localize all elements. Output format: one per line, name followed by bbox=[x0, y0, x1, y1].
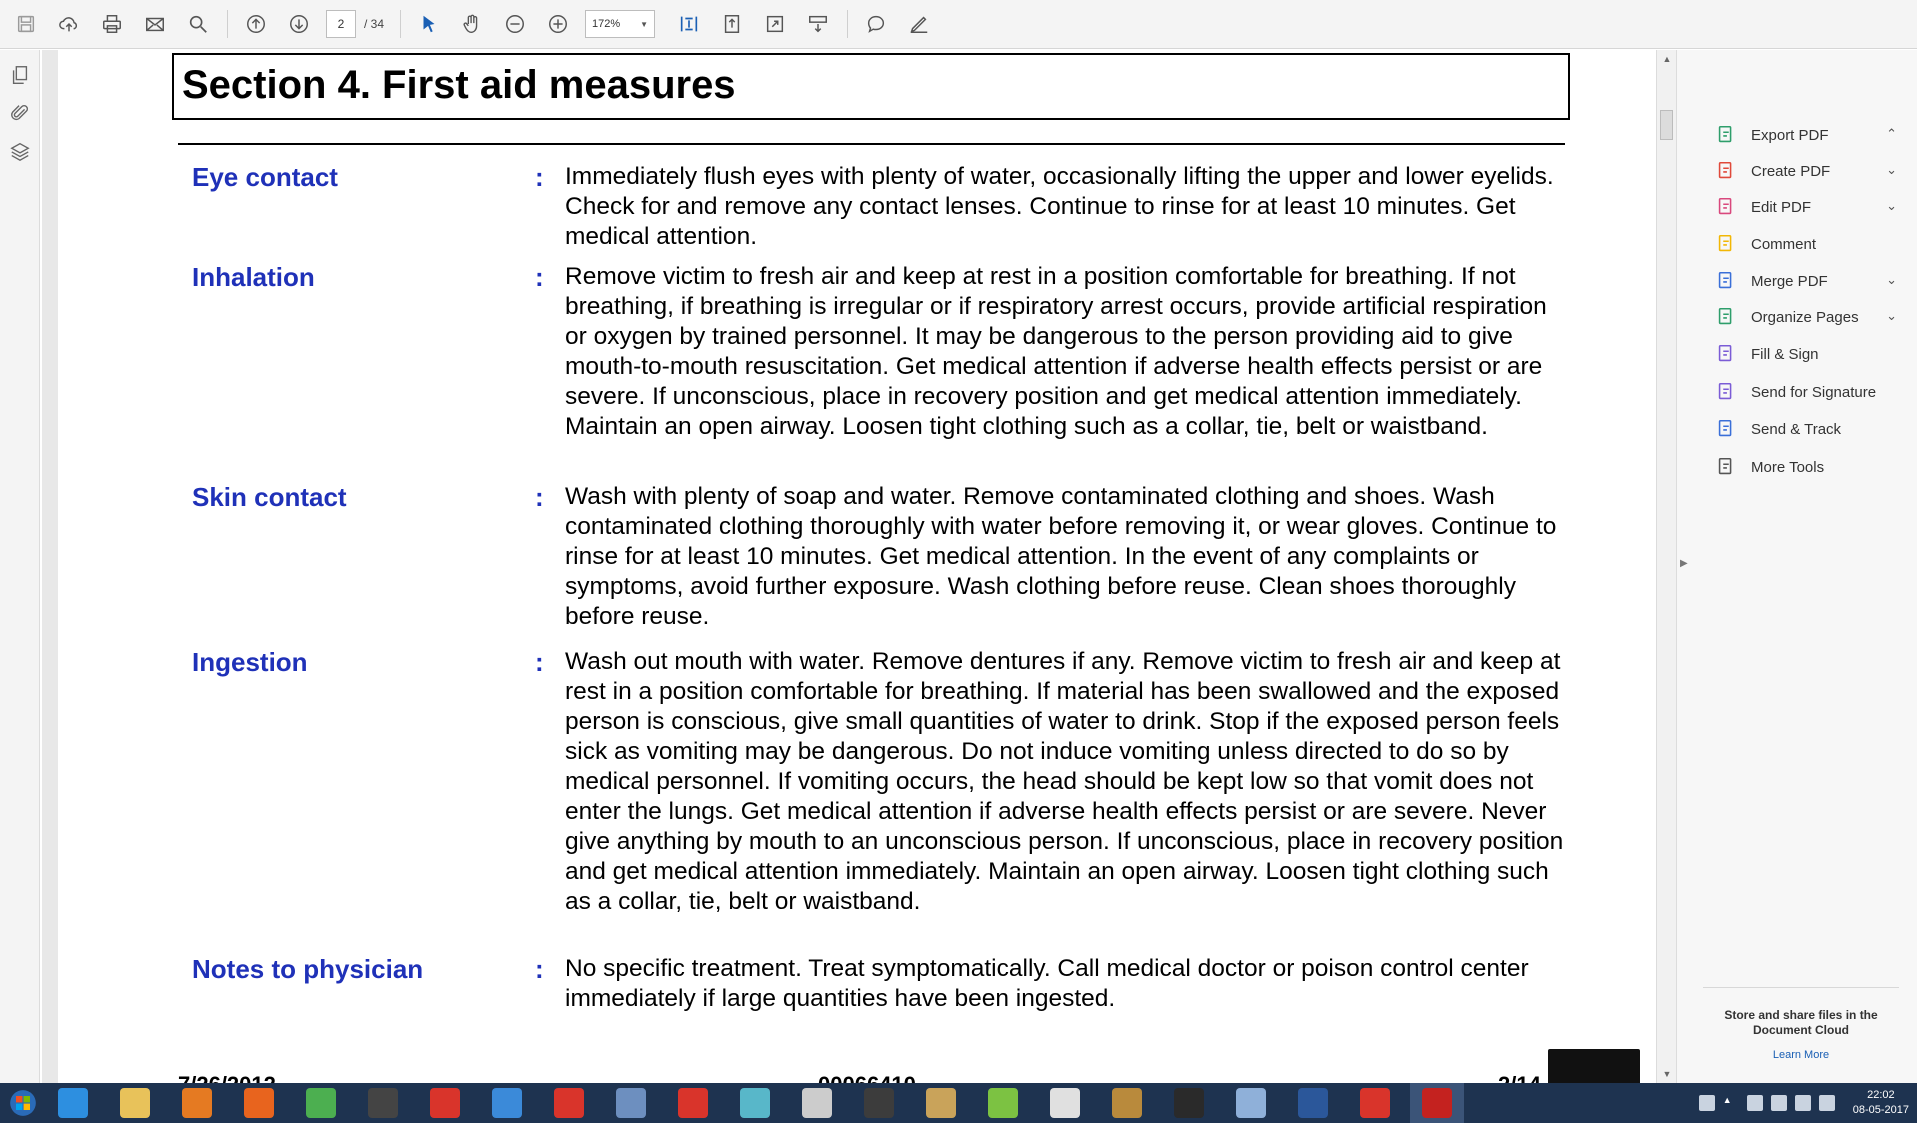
app-icon-13[interactable] bbox=[1100, 1083, 1154, 1123]
app-glyph bbox=[244, 1088, 274, 1118]
clock-time: 22:02 bbox=[1867, 1089, 1895, 1101]
app-icon-7[interactable] bbox=[728, 1083, 782, 1123]
network-icon[interactable] bbox=[1771, 1095, 1787, 1111]
tool-export-pdf[interactable] bbox=[1713, 120, 1903, 150]
tool-label: Edit PDF bbox=[1751, 198, 1812, 216]
tool-label: Export PDF bbox=[1751, 126, 1829, 144]
entry-text: Remove victim to fresh air and keep at rest in a position comfortable for breathing. If not breathing, if breathing is irregular or if respiratory arrest occurs, provide artificial respiration or oxygen by trained personnel. It may be dangerous to the person providing aid to give mouth-to-mouth resuscitation. Get medical attention if adverse health effects persist or are severe. If unconscious, place in recovery position and get medical attention immediately. Maintain an open airway. Loosen tight clothing such as a collar, tie, belt or waistband. bbox=[565, 263, 1547, 440]
chevron-down-icon[interactable]: ⌄ bbox=[1886, 162, 1897, 177]
fullscreen-icon[interactable] bbox=[759, 8, 791, 40]
tool-label: Merge PDF bbox=[1751, 272, 1828, 290]
tool-edit-pdf[interactable] bbox=[1713, 192, 1903, 222]
tool-label: More Tools bbox=[1751, 458, 1825, 476]
app-glyph bbox=[1050, 1088, 1080, 1118]
entry-colon: : bbox=[535, 262, 544, 292]
app-icon-11[interactable] bbox=[976, 1083, 1030, 1123]
tool-more-tools[interactable] bbox=[1713, 452, 1903, 482]
read-mode-icon[interactable] bbox=[802, 8, 834, 40]
zoom-select[interactable] bbox=[585, 10, 655, 38]
toolbar-separator bbox=[400, 10, 401, 38]
section-header-box bbox=[172, 53, 1570, 120]
app-glyph bbox=[554, 1088, 584, 1118]
app-icon-16[interactable] bbox=[1348, 1083, 1402, 1123]
print-icon[interactable] bbox=[96, 8, 128, 40]
app-glyph bbox=[120, 1088, 150, 1118]
tool-label: Organize Pages bbox=[1751, 308, 1859, 326]
app-icon-9[interactable] bbox=[852, 1083, 906, 1123]
firefox-icon[interactable] bbox=[232, 1083, 286, 1123]
app-icon-3[interactable] bbox=[480, 1083, 534, 1123]
tool-label: Create PDF bbox=[1751, 162, 1831, 180]
file-explorer-icon[interactable] bbox=[108, 1083, 162, 1123]
scrollbar-thumb[interactable] bbox=[1660, 110, 1673, 140]
app-glyph bbox=[1112, 1088, 1142, 1118]
tool-comment[interactable] bbox=[1713, 229, 1903, 259]
app-icon-14[interactable] bbox=[1162, 1083, 1216, 1123]
app-glyph bbox=[1236, 1088, 1266, 1118]
app-glyph bbox=[1422, 1088, 1452, 1118]
upload-icon[interactable] bbox=[53, 8, 85, 40]
tool-send-for-signature[interactable] bbox=[1713, 377, 1903, 407]
document-cloud-text: Store and share files in the Document Cloud bbox=[1724, 1008, 1878, 1037]
scroll-up-icon[interactable]: ▲ bbox=[1662, 54, 1672, 64]
app-glyph bbox=[802, 1088, 832, 1118]
app-glyph bbox=[182, 1088, 212, 1118]
entry-label: Skin contact bbox=[192, 482, 347, 512]
fill-sign-icon bbox=[1713, 341, 1739, 367]
ie-icon[interactable] bbox=[46, 1083, 100, 1123]
app-glyph bbox=[58, 1088, 88, 1118]
tools-pane bbox=[1676, 50, 1917, 1083]
app-glyph bbox=[926, 1088, 956, 1118]
app-glyph bbox=[492, 1088, 522, 1118]
select-arrow-icon[interactable] bbox=[413, 8, 445, 40]
volume-icon[interactable] bbox=[1819, 1095, 1835, 1111]
hand-icon[interactable] bbox=[456, 8, 488, 40]
word-icon[interactable] bbox=[1286, 1083, 1340, 1123]
pages-icon[interactable] bbox=[0, 56, 40, 94]
entry-colon: : bbox=[535, 954, 544, 984]
show-hidden-icon[interactable]: ▲ bbox=[1722, 1095, 1732, 1105]
attachment-icon[interactable] bbox=[0, 94, 40, 132]
chevron-down-icon: ▼ bbox=[640, 19, 649, 29]
clock[interactable] bbox=[1853, 1088, 1909, 1118]
clock-date: 08-05-2017 bbox=[1852, 1104, 1909, 1116]
windows-taskbar bbox=[0, 1083, 1917, 1123]
app-glyph bbox=[988, 1088, 1018, 1118]
send-track-icon bbox=[1713, 416, 1739, 442]
organize-pages-icon bbox=[1713, 304, 1739, 330]
chevron-down-icon[interactable]: ⌄ bbox=[1886, 308, 1897, 323]
chevron-down-icon[interactable]: ⌄ bbox=[1886, 272, 1897, 287]
tool-label: Comment bbox=[1751, 235, 1817, 253]
document-viewport[interactable] bbox=[42, 50, 1656, 1083]
entry-text: Immediately flush eyes with plenty of water, occasionally lifting the upper and lower eyelids. Check for and remove any contact lenses. Continue to rinse for at least 10 minutes. Get medical attention. bbox=[565, 163, 1554, 250]
save-icon[interactable] bbox=[10, 8, 42, 40]
page-total-label: / 34 bbox=[364, 17, 385, 31]
main-toolbar bbox=[0, 0, 1917, 49]
app-icon-5[interactable] bbox=[604, 1083, 658, 1123]
create-pdf-icon bbox=[1713, 158, 1739, 184]
export-pdf-icon bbox=[1713, 122, 1739, 148]
scroll-down-icon[interactable]: ▼ bbox=[1662, 1069, 1672, 1079]
entry-text: No specific treatment. Treat symptomatically. Call medical doctor or poison control center immediately if large quantities have been ingested. bbox=[565, 955, 1529, 1012]
entry-colon: : bbox=[535, 162, 544, 192]
acrobat-icon[interactable] bbox=[1410, 1083, 1464, 1123]
tool-create-pdf[interactable] bbox=[1713, 156, 1903, 186]
vertical-scrollbar[interactable] bbox=[1656, 50, 1676, 1083]
highlight-pen-icon[interactable] bbox=[903, 8, 935, 40]
comment-icon bbox=[1713, 231, 1739, 257]
fit-page-icon[interactable] bbox=[673, 8, 705, 40]
app-icon-12[interactable] bbox=[1038, 1083, 1092, 1123]
app-glyph bbox=[740, 1088, 770, 1118]
entry-colon: : bbox=[535, 482, 544, 512]
app-icon-15[interactable] bbox=[1224, 1083, 1278, 1123]
app-glyph bbox=[368, 1088, 398, 1118]
tool-label: Send & Track bbox=[1751, 420, 1842, 438]
merge-pdf-icon bbox=[1713, 268, 1739, 294]
section-title: Section 4. First aid measures bbox=[182, 63, 736, 107]
app-glyph bbox=[616, 1088, 646, 1118]
chrome-icon[interactable] bbox=[294, 1083, 348, 1123]
app-icon-4[interactable] bbox=[542, 1083, 596, 1123]
app-glyph bbox=[1360, 1088, 1390, 1118]
tool-merge-pdf[interactable] bbox=[1713, 266, 1903, 296]
system-tray bbox=[1699, 1083, 1917, 1123]
zoom-in-icon[interactable] bbox=[542, 8, 574, 40]
tool-fill-sign[interactable] bbox=[1713, 339, 1903, 369]
entry-colon: : bbox=[535, 647, 544, 677]
app-glyph bbox=[430, 1088, 460, 1118]
zoom-out-icon[interactable] bbox=[499, 8, 531, 40]
app-icon-2[interactable] bbox=[418, 1083, 472, 1123]
pdf-page bbox=[58, 50, 1660, 1083]
entry-label: Notes to physician bbox=[192, 954, 424, 984]
app-glyph bbox=[864, 1088, 894, 1118]
more-tools-icon bbox=[1713, 454, 1739, 480]
collapse-right-panel-icon[interactable]: ▶ bbox=[1680, 558, 1688, 569]
app-icon-1[interactable] bbox=[356, 1083, 410, 1123]
learn-more-link[interactable]: Learn More bbox=[1772, 1049, 1830, 1061]
chevron-down-icon[interactable]: ⌄ bbox=[1886, 198, 1897, 213]
media-player-icon[interactable] bbox=[170, 1083, 224, 1123]
toolbar-separator bbox=[227, 10, 228, 38]
mail-icon[interactable] bbox=[139, 8, 171, 40]
tool-label: Fill & Sign bbox=[1751, 345, 1819, 363]
app-icon-10[interactable] bbox=[914, 1083, 968, 1123]
entry-text: Wash out mouth with water. Remove dentures if any. Remove victim to fresh air and keep at rest in a position comfortable for breathing. If material has been swallowed and the exposed person is conscious, give small quantities of water to drink. Stop if the exposed person feels sick as vomiting may be dangerous. Do not induce vomiting unless directed to do so by medical personnel. If vomiting occurs, the head should be kept low so that vomit does not enter the lungs. Get medical attention if adverse health effects persist or are severe. Never give anything by mouth to an unconscious person. If unconscious, place in recovery position and get medical attention immediately. Maintain an open airway. Loosen tight clothing such as a collar, tie, belt or waistband. bbox=[565, 648, 1564, 915]
flag-icon[interactable] bbox=[1747, 1095, 1763, 1111]
entry-label: Inhalation bbox=[192, 262, 315, 292]
tool-label: Send for Signature bbox=[1751, 383, 1877, 401]
toolbar-separator bbox=[847, 10, 848, 38]
entry-label: Eye contact bbox=[192, 162, 338, 192]
search-icon[interactable] bbox=[182, 8, 214, 40]
app-glyph bbox=[1298, 1088, 1328, 1118]
left-navigation-rail bbox=[0, 50, 40, 1083]
next-page-icon[interactable] bbox=[283, 8, 315, 40]
chevron-up-icon[interactable]: ⌃ bbox=[1886, 126, 1897, 141]
edit-pdf-icon bbox=[1713, 194, 1739, 220]
page-number-input[interactable]: 2 bbox=[326, 10, 356, 38]
app-icon-6[interactable] bbox=[666, 1083, 720, 1123]
entry-label: Ingestion bbox=[192, 647, 308, 677]
section-divider bbox=[178, 143, 1565, 145]
app-glyph bbox=[1174, 1088, 1204, 1118]
app-glyph bbox=[306, 1088, 336, 1118]
layers-icon[interactable] bbox=[0, 132, 40, 170]
send-signature-icon bbox=[1713, 379, 1739, 405]
app-icon-8[interactable] bbox=[790, 1083, 844, 1123]
display-icon[interactable] bbox=[1795, 1095, 1811, 1111]
tool-send-track[interactable] bbox=[1713, 414, 1903, 444]
rotate-icon[interactable] bbox=[716, 8, 748, 40]
windows-logo-icon bbox=[9, 1089, 37, 1117]
zoom-value: 172% bbox=[592, 18, 621, 30]
entry-text: Wash with plenty of soap and water. Remove contaminated clothing and shoes. Wash contaminated clothing thoroughly with water before removing it, or wear gloves. Continue to rinse for at least 10 minutes. Get medical attention. In the event of any complaints or symptoms, avoid further exposure. Wash clothing before reuse. Clean shoes thoroughly before reuse. bbox=[565, 483, 1557, 630]
tool-organize-pages[interactable] bbox=[1713, 302, 1903, 332]
comment-icon[interactable] bbox=[860, 8, 892, 40]
app-glyph bbox=[678, 1088, 708, 1118]
keyboard-icon[interactable] bbox=[1699, 1095, 1715, 1111]
panel-divider bbox=[1703, 987, 1899, 988]
start-button[interactable] bbox=[0, 1083, 46, 1123]
prev-page-icon[interactable] bbox=[240, 8, 272, 40]
